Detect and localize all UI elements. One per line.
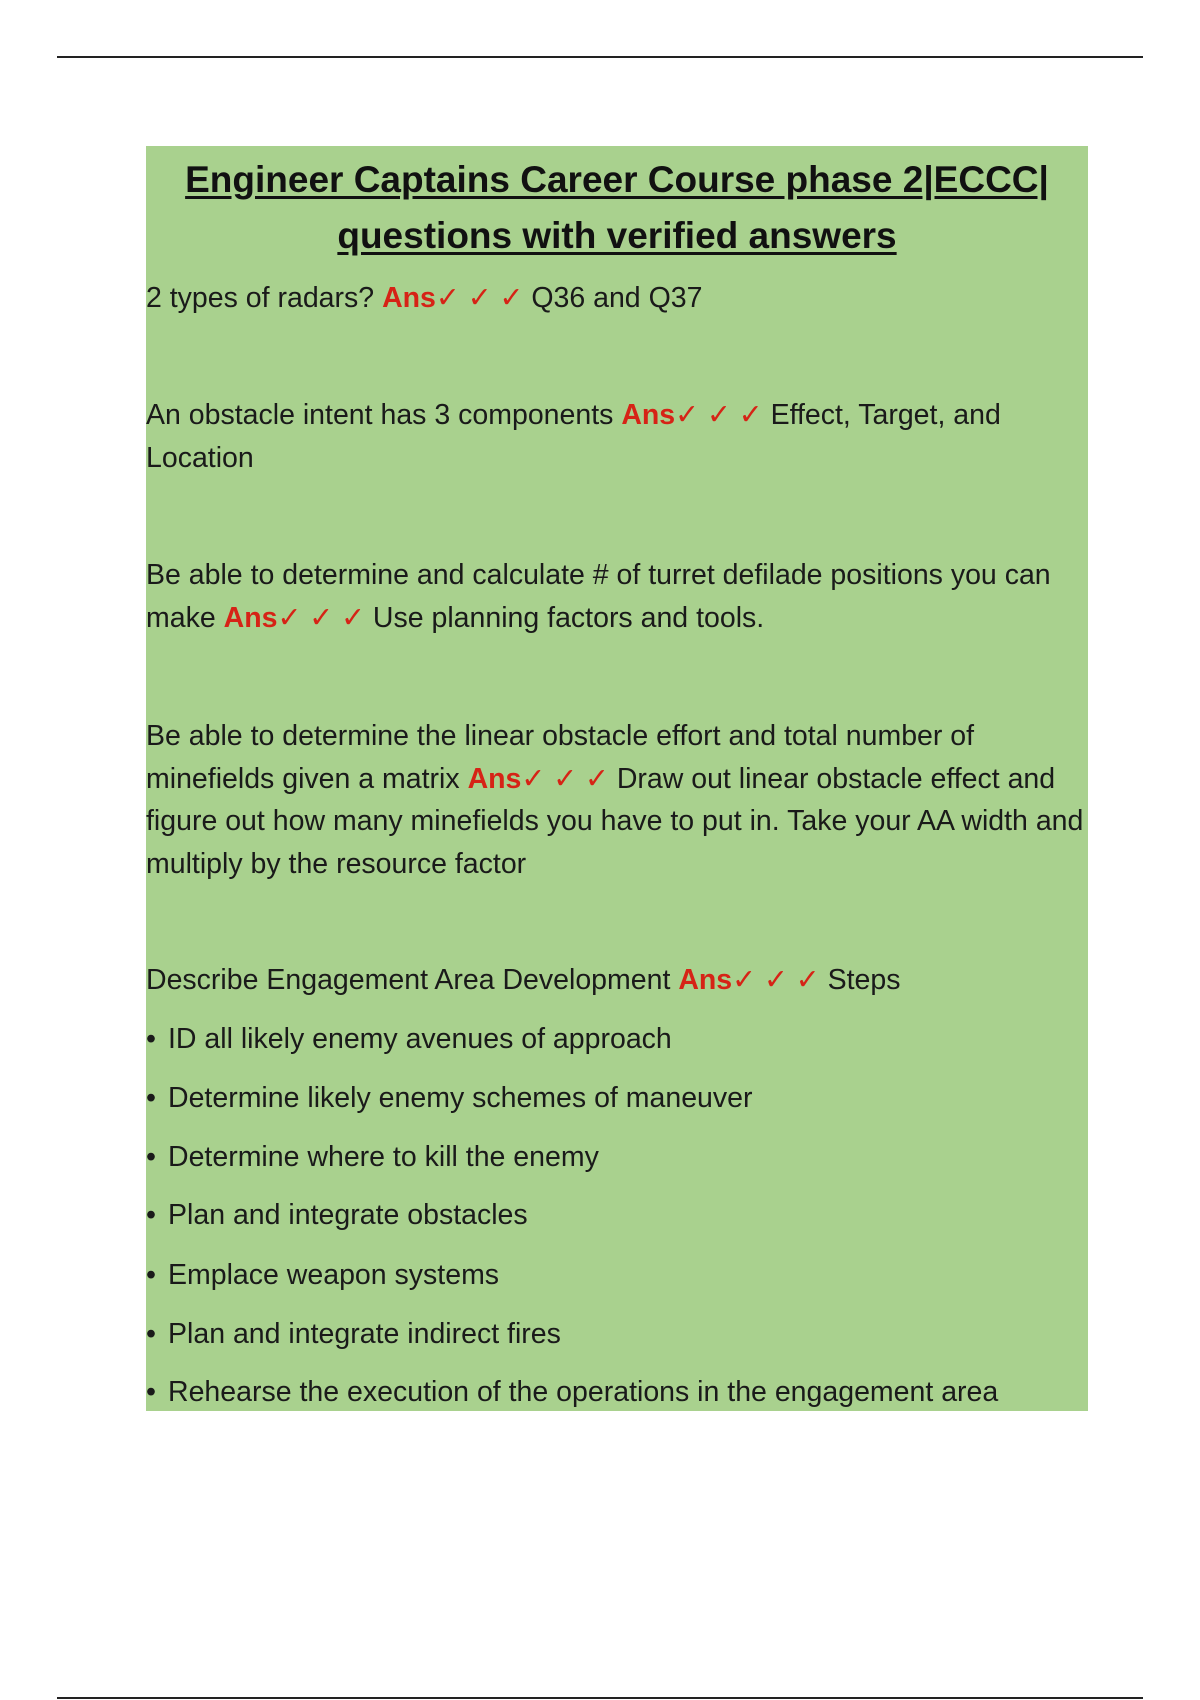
- answer-text: Use planning factors and tools.: [372, 601, 765, 634]
- step-item: [146, 1139, 1088, 1175]
- answer-text: Effect, Target, and Location: [146, 399, 1001, 474]
- bullet-icon: •: [146, 1082, 156, 1114]
- step-item: [146, 1316, 1088, 1352]
- answer-text: Draw out linear obstacle effect and figure out how many minefields you have to put in. Take your AA width and multiply by the resource factor: [146, 762, 1084, 880]
- header-rule: [57, 56, 1143, 58]
- ans-label: Ans: [223, 601, 278, 634]
- check-marks-icon: ✓ ✓ ✓: [435, 282, 524, 314]
- question-text: Be able to determine the linear obstacle effort and total number of minefields given a matrix: [146, 720, 975, 795]
- step-item: [146, 1257, 1088, 1293]
- step-text: ID all likely enemy avenues of approach: [168, 1023, 672, 1055]
- step-text: Rehearse the execution of the operations in the engagement area: [168, 1376, 999, 1408]
- bullet-icon: •: [146, 1376, 156, 1408]
- step-text: Determine where to kill the enemy: [168, 1141, 599, 1173]
- step-text: Plan and integrate obstacles: [168, 1199, 528, 1231]
- step-item: [146, 1197, 1088, 1233]
- question-text: 2 types of radars?: [146, 282, 375, 314]
- step-item: [146, 1080, 1088, 1116]
- qa-item-obstacle-intent: [146, 394, 1088, 479]
- bullet-icon: •: [146, 1318, 156, 1350]
- qa-item-engagement-area: [146, 959, 1088, 1002]
- ans-label: Ans: [467, 762, 522, 795]
- check-marks-icon: ✓ ✓ ✓: [732, 964, 820, 996]
- step-text: Determine likely enemy schemes of maneuver: [168, 1082, 753, 1114]
- bullet-icon: •: [146, 1259, 156, 1291]
- ans-label: Ans: [678, 964, 733, 996]
- question-text: Be able to determine and calculate # of turret defilade positions you can make: [146, 559, 1051, 634]
- answer-text: Q36 and Q37: [531, 282, 703, 314]
- check-marks-icon: ✓ ✓ ✓: [675, 399, 763, 431]
- ans-label: Ans: [621, 399, 676, 431]
- answer-text: Steps: [827, 964, 901, 996]
- step-text: Plan and integrate indirect fires: [168, 1318, 561, 1350]
- document-title: [146, 146, 1088, 264]
- question-text: An obstacle intent has 3 components: [146, 399, 614, 431]
- title-line-2: questions with verified answers: [337, 215, 897, 256]
- bullet-icon: •: [146, 1023, 156, 1055]
- ans-label: Ans: [382, 282, 436, 314]
- bullet-icon: •: [146, 1199, 156, 1231]
- bullet-icon: •: [146, 1141, 156, 1173]
- question-text: Describe Engagement Area Development: [146, 964, 671, 996]
- footer-rule: [57, 1697, 1143, 1699]
- qa-item-turret-defilade: [146, 554, 1088, 639]
- qa-item-radars: [146, 277, 1088, 320]
- qa-item-linear-obstacle: [146, 715, 1088, 885]
- step-item: [146, 1374, 1088, 1410]
- title-line-1: Engineer Captains Career Course phase 2|ECCC|: [185, 159, 1049, 200]
- check-marks-icon: ✓ ✓ ✓: [277, 601, 365, 634]
- step-text: Emplace weapon systems: [168, 1259, 500, 1291]
- step-item: [146, 1021, 1088, 1057]
- qa-panel: [146, 146, 1088, 1411]
- check-marks-icon: ✓ ✓ ✓: [521, 762, 609, 795]
